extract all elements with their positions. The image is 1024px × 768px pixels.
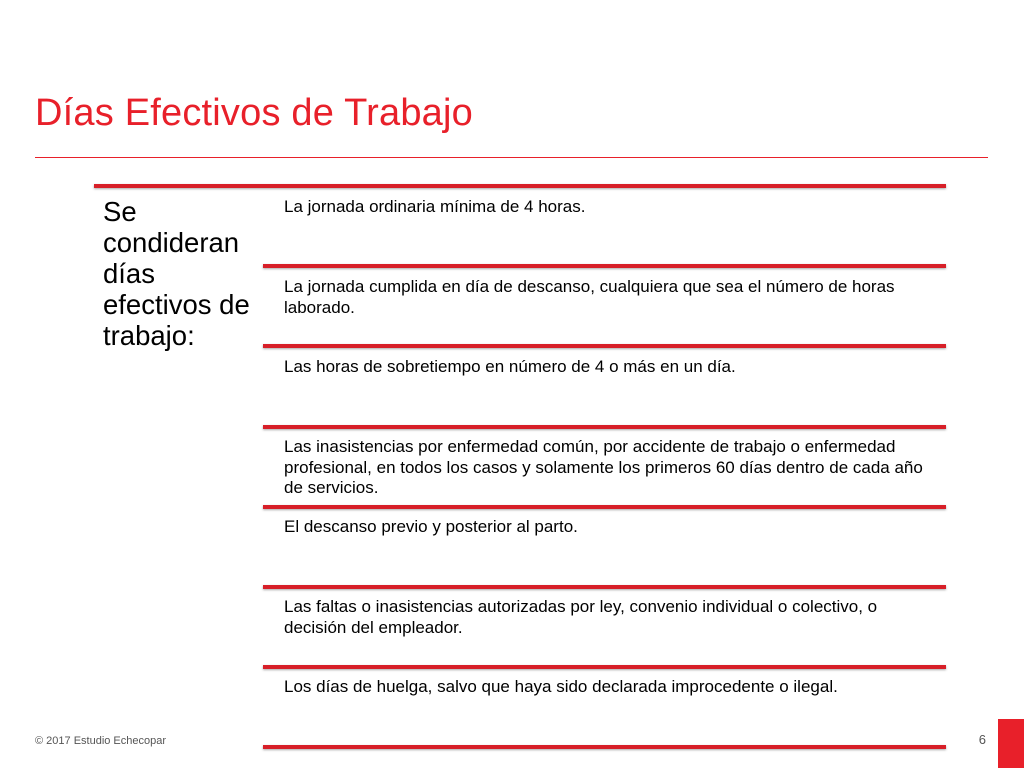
- list-item: Las inasistencias por enfermedad común, por accidente de trabajo o enfermedad profesional, en todos los casos y solamente los primeros 60 días dentro de cada año de servicios.: [284, 437, 923, 497]
- list-item: Las horas de sobretiempo en número de 4 o más en un día.: [284, 357, 736, 376]
- item-divider: [263, 665, 946, 669]
- corner-accent-tab: [998, 719, 1024, 768]
- slide-title: Días Efectivos de Trabajo: [35, 92, 473, 134]
- page-number: 6: [978, 732, 986, 747]
- item-divider: [263, 585, 946, 589]
- list-item: La jornada cumplida en día de descanso, cualquiera que sea el número de horas laborado.: [284, 277, 895, 317]
- list-item: Los días de huelga, salvo que haya sido declarada improcedente o ilegal.: [284, 677, 838, 696]
- item-divider: [263, 745, 946, 749]
- item-divider: [263, 505, 946, 509]
- list-item: Las faltas o inasistencias autorizadas por ley, convenio individual o colectivo, o decisión del empleador.: [284, 597, 878, 637]
- list-top-rule: [94, 184, 946, 188]
- title-divider: [35, 157, 988, 158]
- list-item: La jornada ordinaria mínima de 4 horas.: [284, 197, 586, 216]
- item-divider: [263, 344, 946, 348]
- lead-text: Se condideran días efectivos de trabajo:: [103, 196, 250, 351]
- item-divider: [263, 425, 946, 429]
- footer-copyright: © 2017 Estudio Echecopar: [35, 735, 167, 747]
- item-divider: [263, 264, 946, 268]
- list-item: El descanso previo y posterior al parto.: [284, 517, 578, 536]
